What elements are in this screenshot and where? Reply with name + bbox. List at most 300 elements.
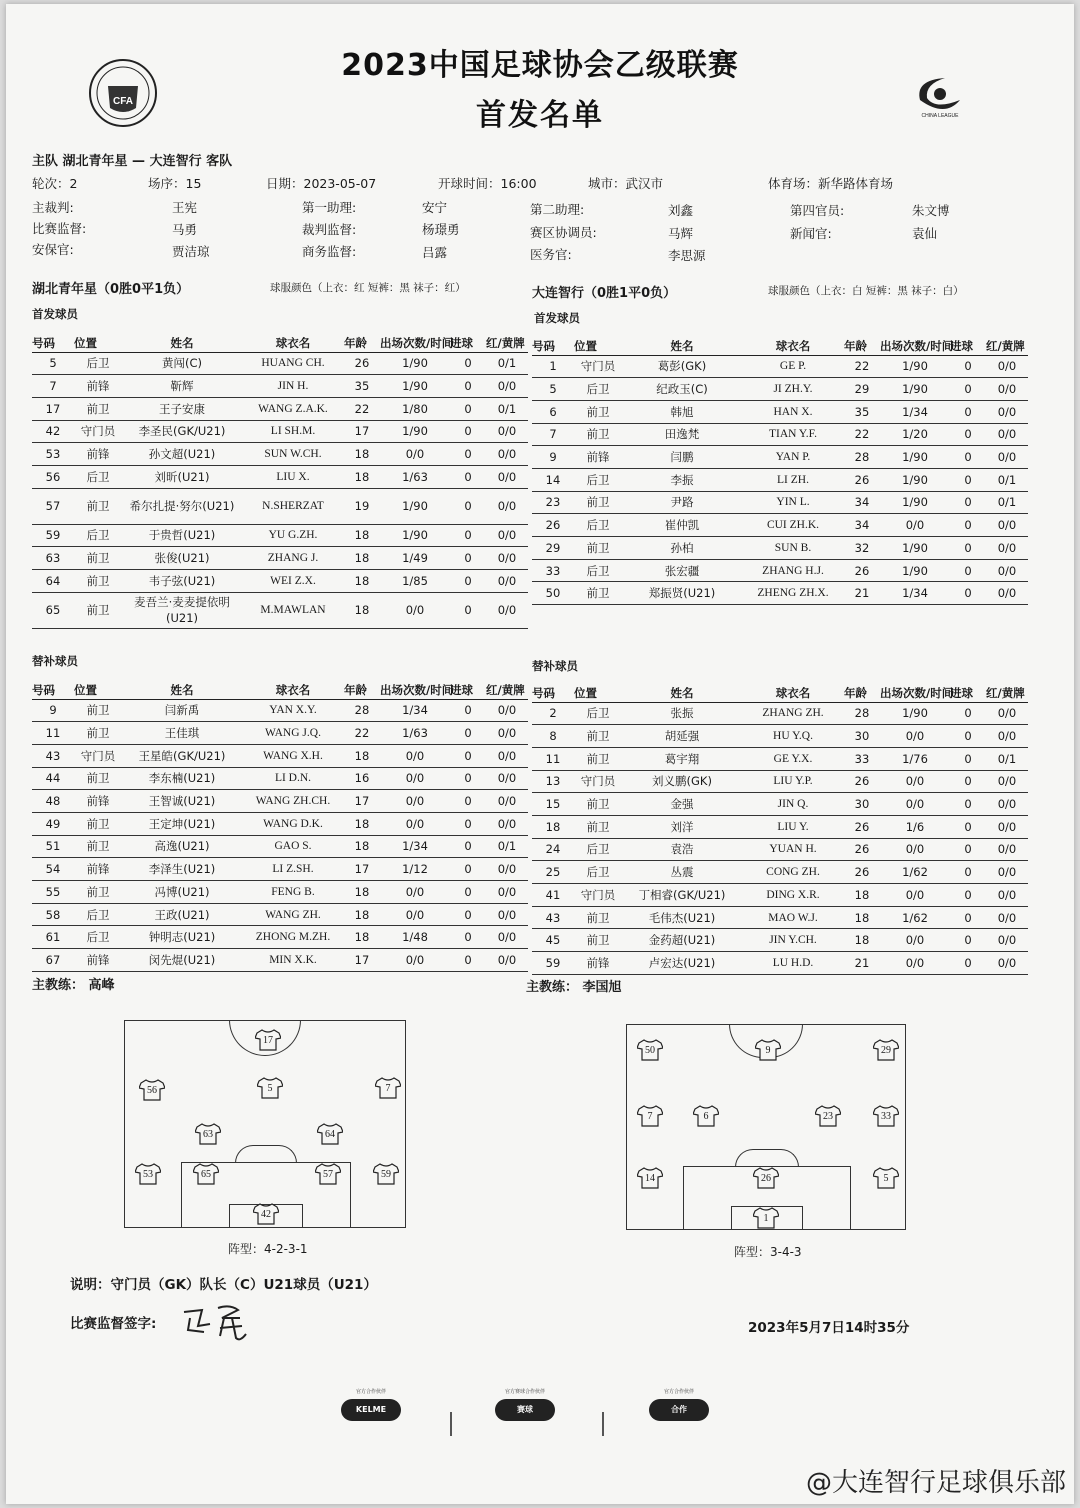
shirt-number: 59 bbox=[381, 1169, 391, 1180]
player-shirt-name: WANG Z.A.K. bbox=[242, 397, 344, 420]
player-appearances: 1/6 bbox=[880, 815, 950, 838]
player-shirt-name: SUN B. bbox=[742, 537, 844, 560]
match-teams: 主队 湖北青年星 — 大连智行 客队 bbox=[32, 154, 233, 169]
player-appearances: 1/62 bbox=[880, 906, 950, 929]
player-shirt-name: GAO S. bbox=[242, 835, 344, 858]
player-shirt-name: WEI Z.X. bbox=[242, 570, 344, 593]
player-cards: 0/0 bbox=[486, 420, 528, 443]
player-goals: 0 bbox=[950, 770, 986, 793]
table-row bbox=[32, 881, 528, 904]
col-cards-header: 红/黄牌 bbox=[986, 684, 1028, 702]
player-appearances: 0/0 bbox=[880, 838, 950, 861]
player-shirt-name: LI SH.M. bbox=[242, 420, 344, 443]
player-shirt-name: TIAN Y.F. bbox=[742, 423, 844, 446]
player-shirt-icon bbox=[195, 1123, 221, 1145]
sign-datetime: 2023年5月7日14时35分 bbox=[748, 1320, 910, 1336]
player-cards: 0/1 bbox=[986, 468, 1028, 491]
player-age: 35 bbox=[344, 375, 380, 398]
shirt-number: 26 bbox=[761, 1173, 771, 1184]
player-goals: 0 bbox=[450, 592, 486, 628]
player-position: 前卫 bbox=[74, 592, 122, 628]
table-row bbox=[532, 400, 1028, 423]
player-age: 26 bbox=[844, 838, 880, 861]
player-goals: 0 bbox=[950, 702, 986, 725]
player-goals: 0 bbox=[450, 420, 486, 443]
player-position: 前卫 bbox=[574, 815, 622, 838]
shirt-number: 7 bbox=[647, 1111, 653, 1122]
player-cards: 0/0 bbox=[986, 884, 1028, 907]
player-cards: 0/0 bbox=[986, 537, 1028, 560]
table-row bbox=[32, 812, 528, 835]
player-name: 丁相睿(GK/U21) bbox=[622, 884, 742, 907]
col-apps-header: 出场次数/时间 bbox=[380, 334, 450, 352]
divider bbox=[450, 1412, 452, 1436]
away-formation-pitch bbox=[626, 1024, 906, 1230]
player-age: 18 bbox=[344, 570, 380, 593]
player-position: 前卫 bbox=[74, 547, 122, 570]
table-row bbox=[32, 858, 528, 881]
col-apps-header: 出场次数/时间 bbox=[880, 684, 950, 702]
col-name-header: 姓名 bbox=[622, 684, 742, 702]
player-name: 尹路 bbox=[622, 491, 742, 514]
player-age: 18 bbox=[344, 524, 380, 547]
player-cards: 0/0 bbox=[986, 446, 1028, 469]
player-age: 18 bbox=[344, 592, 380, 628]
player-position: 前卫 bbox=[74, 699, 122, 722]
official-value: 安宁 bbox=[422, 200, 448, 215]
official-value: 吕露 bbox=[422, 245, 448, 260]
player-appearances: 0/0 bbox=[380, 744, 450, 767]
col-age-header: 年龄 bbox=[344, 681, 380, 699]
player-age: 32 bbox=[844, 537, 880, 560]
document-title: 2023中国足球协会乙级联赛 bbox=[341, 48, 739, 83]
sponsor-kelme bbox=[336, 1388, 406, 1436]
player-shirt-icon bbox=[637, 1105, 663, 1127]
table-row bbox=[532, 446, 1028, 469]
player-name: 高逸(U21) bbox=[122, 835, 242, 858]
player-appearances: 0/0 bbox=[380, 812, 450, 835]
player-age: 18 bbox=[344, 443, 380, 466]
table-row bbox=[532, 559, 1028, 582]
player-goals: 0 bbox=[950, 747, 986, 770]
player-goals: 0 bbox=[450, 903, 486, 926]
player-name: 黄闯(C) bbox=[122, 352, 242, 375]
player-cards: 0/1 bbox=[486, 397, 528, 420]
player-name: 张宏疆 bbox=[622, 559, 742, 582]
player-position: 前锋 bbox=[74, 375, 122, 398]
player-name: 韩旭 bbox=[622, 400, 742, 423]
sponsor-partner bbox=[644, 1388, 714, 1436]
player-cards: 0/0 bbox=[986, 952, 1028, 975]
player-number: 25 bbox=[532, 861, 574, 884]
home-starters-label: 首发球员 bbox=[32, 307, 78, 321]
player-position: 前锋 bbox=[74, 858, 122, 881]
player-shirt-name: JIN Q. bbox=[742, 793, 844, 816]
player-shirt-icon bbox=[373, 1163, 399, 1185]
player-goals: 0 bbox=[950, 423, 986, 446]
player-age: 18 bbox=[844, 906, 880, 929]
sponsor-ball bbox=[490, 1388, 560, 1436]
player-age: 18 bbox=[844, 929, 880, 952]
player-shirt-icon bbox=[873, 1105, 899, 1127]
player-position: 前锋 bbox=[574, 952, 622, 975]
table-row bbox=[32, 465, 528, 488]
player-appearances: 0/0 bbox=[880, 952, 950, 975]
player-cards: 0/0 bbox=[486, 699, 528, 722]
player-cards: 0/0 bbox=[486, 903, 528, 926]
player-name: 田逸梵 bbox=[622, 423, 742, 446]
player-number: 11 bbox=[532, 747, 574, 770]
player-appearances: 1/76 bbox=[880, 747, 950, 770]
player-appearances: 1/85 bbox=[380, 570, 450, 593]
player-age: 34 bbox=[844, 491, 880, 514]
player-name: 李泽生(U21) bbox=[122, 858, 242, 881]
player-shirt-name: YIN L. bbox=[742, 491, 844, 514]
player-position: 守门员 bbox=[74, 420, 122, 443]
player-name: 金强 bbox=[622, 793, 742, 816]
player-age: 18 bbox=[344, 547, 380, 570]
official-label: 比赛监督: bbox=[32, 221, 87, 236]
player-number: 48 bbox=[32, 790, 74, 813]
player-shirt-name: LIU Y.P. bbox=[742, 770, 844, 793]
player-position: 后卫 bbox=[574, 838, 622, 861]
player-goals: 0 bbox=[950, 861, 986, 884]
player-position: 后卫 bbox=[574, 861, 622, 884]
player-age: 18 bbox=[344, 465, 380, 488]
player-position: 前卫 bbox=[574, 747, 622, 770]
divider bbox=[602, 1412, 604, 1436]
player-goals: 0 bbox=[950, 725, 986, 748]
player-age: 22 bbox=[344, 722, 380, 745]
player-cards: 0/0 bbox=[486, 881, 528, 904]
player-age: 17 bbox=[344, 790, 380, 813]
table-row bbox=[32, 767, 528, 790]
legend-note: 说明：守门员（GK）队长（C）U21球员（U21） bbox=[70, 1277, 377, 1293]
player-position: 前卫 bbox=[574, 491, 622, 514]
table-row bbox=[532, 725, 1028, 748]
player-number: 57 bbox=[32, 488, 74, 524]
col-number-header: 号码 bbox=[532, 337, 574, 355]
player-name: 钟明志(U21) bbox=[122, 926, 242, 949]
player-appearances: 1/90 bbox=[880, 355, 950, 378]
player-appearances: 0/0 bbox=[880, 514, 950, 537]
player-goals: 0 bbox=[950, 446, 986, 469]
player-name: 袁浩 bbox=[622, 838, 742, 861]
player-cards: 0/0 bbox=[986, 770, 1028, 793]
player-number: 9 bbox=[32, 699, 74, 722]
player-age: 30 bbox=[844, 793, 880, 816]
shirt-number: 5 bbox=[883, 1173, 889, 1184]
player-number: 50 bbox=[532, 582, 574, 605]
player-cards: 0/0 bbox=[986, 559, 1028, 582]
player-cards: 0/0 bbox=[986, 423, 1028, 446]
player-shirt-icon bbox=[375, 1077, 401, 1099]
player-goals: 0 bbox=[450, 767, 486, 790]
sponsor-caption: 官方合作伙伴 bbox=[663, 1389, 694, 1395]
away-subs-table bbox=[532, 684, 1028, 975]
player-name: 希尔扎提·努尔(U21) bbox=[122, 488, 242, 524]
shirt-number: 56 bbox=[147, 1085, 157, 1096]
player-position: 守门员 bbox=[574, 355, 622, 378]
table-row bbox=[32, 722, 528, 745]
official-label: 第四官员: bbox=[790, 203, 845, 218]
player-position: 前锋 bbox=[574, 446, 622, 469]
player-position: 后卫 bbox=[574, 559, 622, 582]
table-row bbox=[532, 582, 1028, 605]
player-shirt-name: LI D.N. bbox=[242, 767, 344, 790]
match-kickoff: 开球时间：16:00 bbox=[438, 176, 537, 191]
table-row bbox=[532, 491, 1028, 514]
player-cards: 0/0 bbox=[986, 702, 1028, 725]
table-row bbox=[532, 355, 1028, 378]
table-row bbox=[32, 488, 528, 524]
player-cards: 0/1 bbox=[486, 352, 528, 375]
player-number: 63 bbox=[32, 547, 74, 570]
player-appearances: 1/90 bbox=[880, 378, 950, 401]
col-goals-header: 进球 bbox=[950, 337, 986, 355]
player-appearances: 1/34 bbox=[380, 835, 450, 858]
player-cards: 0/0 bbox=[486, 790, 528, 813]
table-row bbox=[32, 570, 528, 593]
player-number: 41 bbox=[532, 884, 574, 907]
player-goals: 0 bbox=[450, 465, 486, 488]
player-name: 闵先焜(U21) bbox=[122, 949, 242, 972]
player-number: 59 bbox=[532, 952, 574, 975]
player-shirt-icon bbox=[637, 1039, 663, 1061]
shirt-number: 33 bbox=[881, 1111, 891, 1122]
player-name: 孙柏 bbox=[622, 537, 742, 560]
table-row bbox=[532, 793, 1028, 816]
player-shirt-name: YAN X.Y. bbox=[242, 699, 344, 722]
official-value: 马勇 bbox=[172, 222, 198, 237]
sponsor-caption: 官方赛球合作伙伴 bbox=[504, 1389, 545, 1395]
player-name: 王子安康 bbox=[122, 397, 242, 420]
table-row bbox=[532, 747, 1028, 770]
penalty-arc bbox=[735, 1149, 799, 1167]
player-shirt-name: FENG B. bbox=[242, 881, 344, 904]
col-name-header: 姓名 bbox=[622, 337, 742, 355]
player-goals: 0 bbox=[950, 815, 986, 838]
official-value: 朱文博 bbox=[912, 203, 950, 218]
table-row bbox=[32, 352, 528, 375]
player-position: 前卫 bbox=[74, 812, 122, 835]
document-subtitle: 首发名单 bbox=[476, 98, 604, 133]
player-appearances: 1/90 bbox=[880, 537, 950, 560]
table-row bbox=[32, 949, 528, 972]
player-number: 59 bbox=[32, 524, 74, 547]
cfa-logo-text: CFA bbox=[113, 96, 133, 107]
player-goals: 0 bbox=[950, 793, 986, 816]
official-value: 王宪 bbox=[172, 200, 198, 215]
player-number: 2 bbox=[532, 702, 574, 725]
player-appearances: 0/0 bbox=[380, 949, 450, 972]
match-stadium: 体育场：新华路体育场 bbox=[768, 176, 894, 191]
player-number: 9 bbox=[532, 446, 574, 469]
player-number: 67 bbox=[32, 949, 74, 972]
signature-label: 比赛监督签字: bbox=[70, 1316, 157, 1332]
table-row bbox=[32, 375, 528, 398]
player-goals: 0 bbox=[450, 352, 486, 375]
player-number: 44 bbox=[32, 767, 74, 790]
match-date: 日期：2023-05-07 bbox=[266, 176, 377, 191]
shirt-number: 64 bbox=[325, 1129, 335, 1140]
player-name: 胡延强 bbox=[622, 725, 742, 748]
shirt-number: 23 bbox=[823, 1111, 833, 1122]
player-cards: 0/0 bbox=[486, 592, 528, 628]
player-position: 后卫 bbox=[574, 378, 622, 401]
table-row bbox=[532, 815, 1028, 838]
player-shirt-icon bbox=[755, 1039, 781, 1061]
shirt-number: 5 bbox=[267, 1083, 273, 1094]
player-shirt-name: JI ZH.Y. bbox=[742, 378, 844, 401]
table-row bbox=[532, 702, 1028, 725]
away-starters-table bbox=[532, 337, 1028, 605]
player-goals: 0 bbox=[450, 397, 486, 420]
player-appearances: 1/63 bbox=[380, 722, 450, 745]
player-age: 26 bbox=[844, 770, 880, 793]
col-number-header: 号码 bbox=[32, 681, 74, 699]
home-formation-label: 阵型：4-2-3-1 bbox=[228, 1242, 308, 1256]
player-shirt-name: CUI ZH.K. bbox=[742, 514, 844, 537]
player-appearances: 0/0 bbox=[380, 443, 450, 466]
player-number: 64 bbox=[32, 570, 74, 593]
player-position: 前卫 bbox=[574, 423, 622, 446]
player-cards: 0/0 bbox=[486, 524, 528, 547]
table-row bbox=[532, 929, 1028, 952]
col-cards-header: 红/黄牌 bbox=[486, 334, 528, 352]
player-age: 35 bbox=[844, 400, 880, 423]
player-appearances: 1/90 bbox=[880, 468, 950, 491]
away-starters-label: 首发球员 bbox=[534, 311, 580, 325]
player-number: 23 bbox=[532, 491, 574, 514]
player-shirt-name: YUAN H. bbox=[742, 838, 844, 861]
player-number: 42 bbox=[32, 420, 74, 443]
match-round: 轮次：2 bbox=[32, 176, 78, 191]
player-number: 51 bbox=[32, 835, 74, 858]
player-shirt-icon bbox=[315, 1163, 341, 1185]
player-number: 24 bbox=[532, 838, 574, 861]
player-appearances: 1/90 bbox=[880, 559, 950, 582]
player-position: 前卫 bbox=[74, 397, 122, 420]
table-row bbox=[32, 547, 528, 570]
player-appearances: 0/0 bbox=[880, 929, 950, 952]
player-goals: 0 bbox=[450, 858, 486, 881]
col-name-header: 姓名 bbox=[122, 681, 242, 699]
player-name: 王政(U21) bbox=[122, 903, 242, 926]
player-goals: 0 bbox=[950, 884, 986, 907]
official-value: 刘鑫 bbox=[668, 203, 694, 218]
player-name: 于贵哲(U21) bbox=[122, 524, 242, 547]
player-position: 前卫 bbox=[74, 767, 122, 790]
table-row bbox=[32, 926, 528, 949]
player-shirt-icon bbox=[873, 1167, 899, 1189]
away-team-record: 大连智行（0胜1平0负） bbox=[532, 286, 677, 301]
shirt-number: 42 bbox=[261, 1209, 271, 1220]
player-age: 28 bbox=[844, 446, 880, 469]
table-row bbox=[532, 423, 1028, 446]
player-shirt-icon bbox=[753, 1207, 779, 1229]
player-goals: 0 bbox=[950, 559, 986, 582]
official-label: 第二助理: bbox=[530, 202, 585, 217]
player-position: 前卫 bbox=[574, 725, 622, 748]
player-cards: 0/0 bbox=[986, 355, 1028, 378]
sponsor-name: KELME bbox=[341, 1399, 401, 1421]
shirt-number: 7 bbox=[385, 1083, 391, 1094]
player-appearances: 1/62 bbox=[880, 861, 950, 884]
player-number: 8 bbox=[532, 725, 574, 748]
player-appearances: 0/0 bbox=[380, 592, 450, 628]
player-number: 61 bbox=[32, 926, 74, 949]
player-position: 前锋 bbox=[74, 790, 122, 813]
player-age: 34 bbox=[844, 514, 880, 537]
player-shirt-name: N.SHERZAT bbox=[242, 488, 344, 524]
home-formation-pitch bbox=[124, 1020, 406, 1228]
player-position: 后卫 bbox=[574, 702, 622, 725]
player-shirt-name: GE P. bbox=[742, 355, 844, 378]
player-age: 18 bbox=[344, 812, 380, 835]
player-shirt-icon bbox=[139, 1079, 165, 1101]
player-number: 7 bbox=[32, 375, 74, 398]
col-shirt-name-header: 球衣名 bbox=[242, 334, 344, 352]
player-position: 前卫 bbox=[574, 582, 622, 605]
player-position: 前卫 bbox=[574, 906, 622, 929]
col-goals-header: 进球 bbox=[450, 681, 486, 699]
home-starters-table bbox=[32, 334, 528, 629]
shirt-number: 50 bbox=[645, 1045, 655, 1056]
player-cards: 0/0 bbox=[986, 929, 1028, 952]
player-shirt-name: LI Z.SH. bbox=[242, 858, 344, 881]
player-position: 前锋 bbox=[74, 949, 122, 972]
player-cards: 0/0 bbox=[986, 400, 1028, 423]
col-age-header: 年龄 bbox=[844, 684, 880, 702]
player-number: 56 bbox=[32, 465, 74, 488]
official-label: 赛区协调员: bbox=[530, 225, 597, 240]
player-cards: 0/0 bbox=[486, 570, 528, 593]
player-goals: 0 bbox=[950, 491, 986, 514]
player-shirt-name: WANG ZH.CH. bbox=[242, 790, 344, 813]
player-name: 王智诚(U21) bbox=[122, 790, 242, 813]
player-appearances: 1/63 bbox=[380, 465, 450, 488]
official-label: 新闻官: bbox=[790, 226, 832, 241]
player-appearances: 1/90 bbox=[380, 488, 450, 524]
player-appearances: 1/90 bbox=[380, 375, 450, 398]
player-name: 王星皓(GK/U21) bbox=[122, 744, 242, 767]
player-number: 54 bbox=[32, 858, 74, 881]
player-shirt-icon bbox=[637, 1167, 663, 1189]
player-shirt-name: LU H.D. bbox=[742, 952, 844, 975]
player-shirt-name: WANG J.Q. bbox=[242, 722, 344, 745]
shirt-number: 1 bbox=[763, 1213, 769, 1224]
player-goals: 0 bbox=[450, 835, 486, 858]
player-shirt-name: HUANG CH. bbox=[242, 352, 344, 375]
player-appearances: 1/80 bbox=[380, 397, 450, 420]
player-appearances: 0/0 bbox=[380, 790, 450, 813]
table-row bbox=[532, 838, 1028, 861]
player-appearances: 1/34 bbox=[380, 699, 450, 722]
player-name: 金药超(U21) bbox=[622, 929, 742, 952]
table-row bbox=[32, 835, 528, 858]
player-name: 刘昕(U21) bbox=[122, 465, 242, 488]
player-cards: 0/0 bbox=[986, 861, 1028, 884]
player-number: 14 bbox=[532, 468, 574, 491]
table-row bbox=[532, 378, 1028, 401]
player-cards: 0/0 bbox=[486, 488, 528, 524]
player-shirt-icon bbox=[753, 1167, 779, 1189]
col-position-header: 位置 bbox=[74, 334, 122, 352]
player-position: 前卫 bbox=[74, 881, 122, 904]
player-shirt-icon bbox=[255, 1029, 281, 1051]
official-value: 马辉 bbox=[668, 226, 694, 241]
